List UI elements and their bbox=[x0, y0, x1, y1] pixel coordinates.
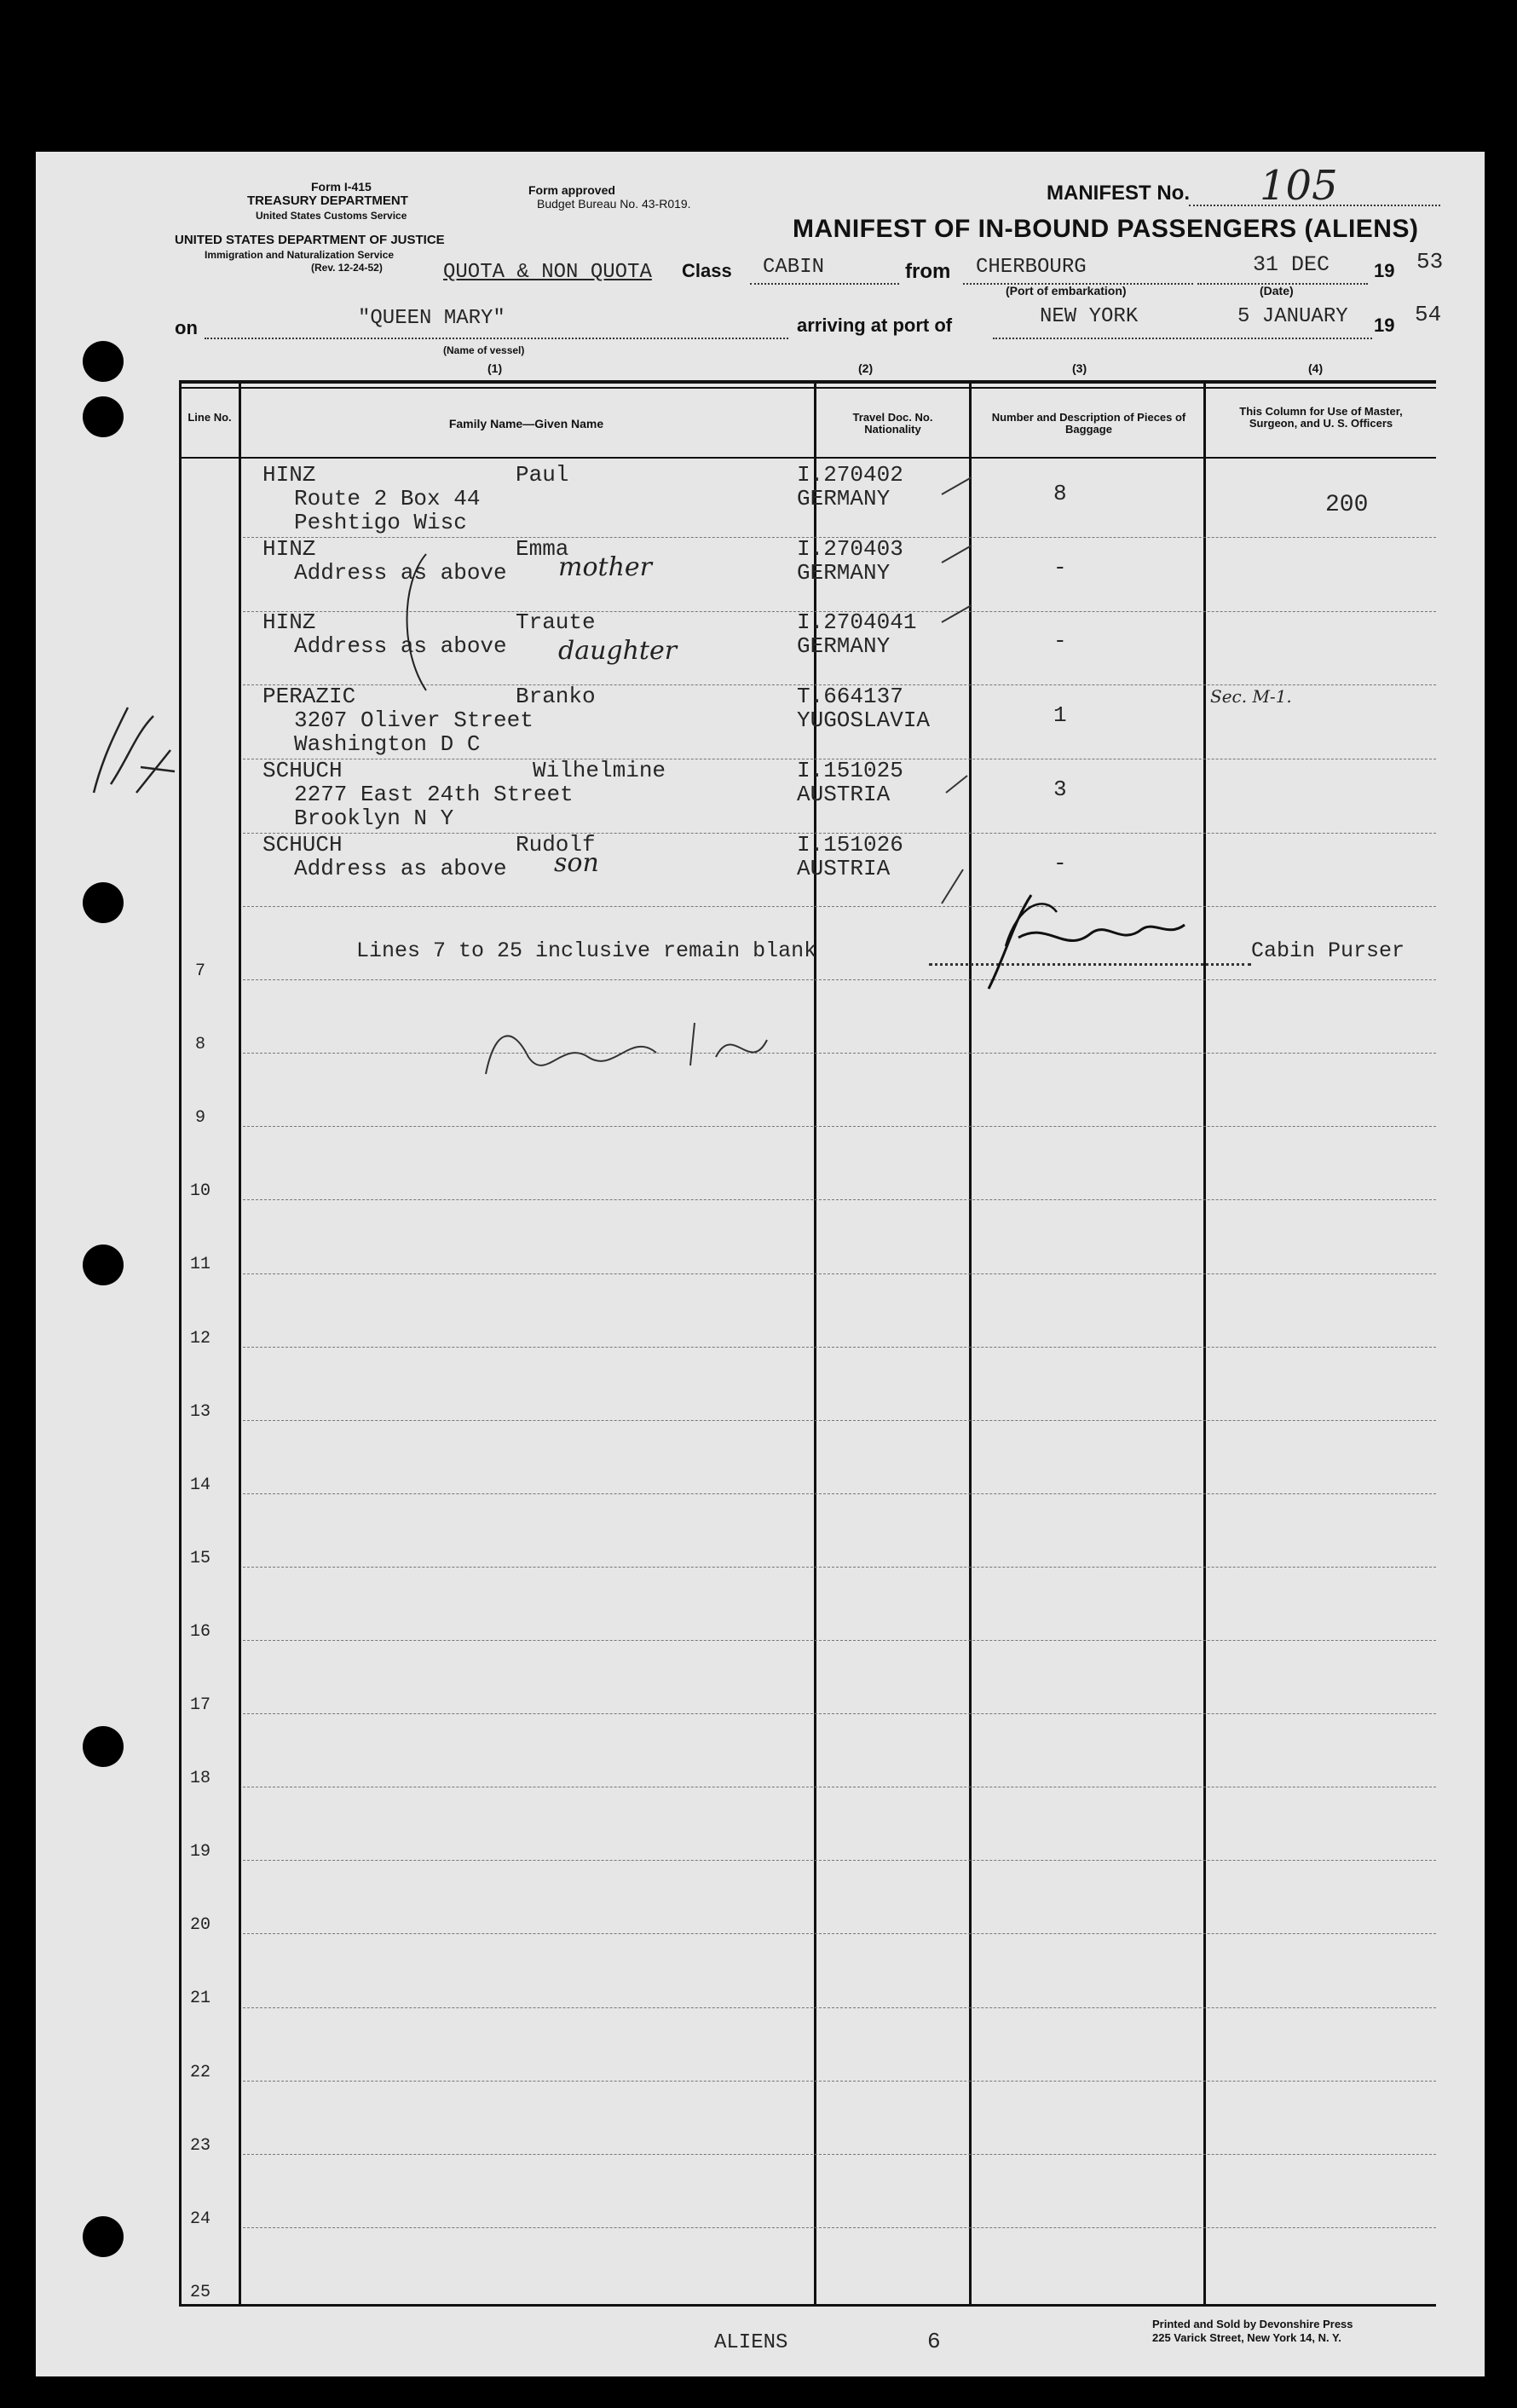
class-value: CABIN bbox=[763, 256, 825, 279]
header-name: Family Name—Given Name bbox=[448, 417, 604, 430]
blank-statement: Lines 7 to 25 inclusive remain blank bbox=[356, 938, 817, 963]
col-divider-4 bbox=[1203, 380, 1206, 2307]
row-number: 15 bbox=[189, 1548, 211, 1568]
travel-doc-number: I.151025 bbox=[797, 757, 903, 783]
row-divider bbox=[243, 2007, 1436, 2008]
relationship-note: mother bbox=[558, 551, 652, 582]
row-divider bbox=[243, 979, 1436, 980]
row-divider bbox=[243, 537, 1436, 538]
margin-annotation bbox=[77, 690, 187, 810]
row-divider bbox=[243, 2154, 1436, 2155]
officer-note: Sec. M-1. bbox=[1210, 686, 1292, 707]
row-number: 11 bbox=[189, 1255, 211, 1275]
passenger-given-name: Wilhelmine bbox=[533, 757, 666, 783]
manifest-title: MANIFEST OF IN-BOUND PASSENGERS (ALIENS) bbox=[793, 215, 1419, 243]
punch-hole bbox=[83, 341, 124, 382]
customs-service: United States Customs Service bbox=[256, 210, 407, 222]
passenger-address-2: Brooklyn N Y bbox=[294, 805, 454, 831]
row-number: 24 bbox=[189, 2209, 211, 2229]
printer-line-1: Printed and Sold by Devonshire Press bbox=[1152, 2318, 1353, 2330]
passenger-family-name: HINZ bbox=[262, 609, 316, 636]
row-divider bbox=[243, 1199, 1436, 1200]
col-divider-2 bbox=[814, 380, 816, 2307]
vessel-name: "QUEEN MARY" bbox=[358, 307, 505, 330]
row-divider bbox=[243, 1493, 1436, 1494]
col-divider-1 bbox=[239, 380, 241, 2307]
form-approved: Form approved bbox=[528, 183, 615, 197]
passenger-address-1: Route 2 Box 44 bbox=[294, 486, 481, 511]
row-divider bbox=[243, 1126, 1436, 1127]
form-number: Form I-415 bbox=[311, 180, 372, 193]
footer-aliens: ALIENS bbox=[714, 2331, 788, 2354]
passenger-address-1: Address as above bbox=[294, 559, 507, 586]
table-bottom-border bbox=[179, 2304, 1436, 2307]
col-num-2: (2) bbox=[858, 361, 874, 375]
row-divider bbox=[243, 2081, 1436, 2082]
punch-hole bbox=[83, 1244, 124, 1285]
class-line bbox=[750, 283, 899, 285]
baggage-count: 1 bbox=[1053, 702, 1067, 729]
footer-page: 6 bbox=[927, 2329, 941, 2354]
row-number: 22 bbox=[189, 2062, 211, 2082]
table-header-divider bbox=[179, 457, 1436, 459]
arriving-label: arriving at port of bbox=[797, 315, 953, 336]
col-num-1: (1) bbox=[487, 361, 503, 375]
nationality: AUSTRIA bbox=[797, 781, 891, 807]
arrival-port: NEW YORK bbox=[1040, 305, 1139, 328]
baggage-count: 8 bbox=[1053, 481, 1067, 506]
arrival-date: 5 JANUARY bbox=[1237, 305, 1348, 328]
purser-signature bbox=[972, 886, 1193, 997]
passenger-family-name: SCHUCH bbox=[262, 831, 343, 858]
row-number: 19 bbox=[189, 1842, 211, 1862]
passenger-family-name: SCHUCH bbox=[262, 757, 343, 783]
col-num-3: (3) bbox=[1072, 361, 1087, 375]
passenger-given-name: Traute bbox=[516, 609, 596, 636]
row-number: 13 bbox=[189, 1401, 211, 1422]
passenger-address-1: 2277 East 24th Street bbox=[294, 781, 574, 807]
passenger-given-name: Paul bbox=[516, 462, 569, 488]
budget-bureau: Budget Bureau No. 43-R019. bbox=[537, 197, 691, 211]
row-divider bbox=[243, 1640, 1436, 1641]
row-divider bbox=[243, 833, 1436, 834]
travel-doc-number: I.2704041 bbox=[797, 609, 917, 636]
travel-doc-number: T.664137 bbox=[797, 684, 903, 710]
baggage-count: 3 bbox=[1053, 776, 1067, 802]
row-divider bbox=[243, 1860, 1436, 1861]
on-label: on bbox=[175, 317, 198, 338]
row-number: 8 bbox=[194, 1035, 205, 1055]
header-line-no: Line No. bbox=[187, 411, 232, 424]
row-divider bbox=[243, 1273, 1436, 1274]
row-number: 25 bbox=[189, 2282, 211, 2302]
signer-title: Cabin Purser bbox=[1251, 938, 1405, 963]
manifest-number: 105 bbox=[1260, 162, 1338, 210]
punch-hole bbox=[83, 882, 124, 923]
row-number: 12 bbox=[189, 1328, 211, 1348]
departure-date: 31 DEC bbox=[1253, 252, 1330, 277]
passenger-family-name: HINZ bbox=[262, 535, 316, 562]
row-divider bbox=[243, 1567, 1436, 1568]
row-divider bbox=[243, 1713, 1436, 1714]
row-divider bbox=[243, 2227, 1436, 2228]
travel-doc-number: I.270403 bbox=[797, 535, 903, 562]
header-travel-doc: Travel Doc. No. Nationality bbox=[852, 411, 933, 436]
row-number: 23 bbox=[189, 2135, 211, 2156]
from-label: from bbox=[905, 260, 951, 283]
nationality: AUSTRIA bbox=[797, 855, 891, 881]
row-number: 14 bbox=[189, 1475, 211, 1495]
passenger-given-name: Emma bbox=[516, 535, 569, 562]
row-divider bbox=[243, 1420, 1436, 1421]
col-num-4: (4) bbox=[1308, 361, 1324, 375]
relationship-note: son bbox=[554, 847, 599, 878]
table-top-border bbox=[179, 380, 1436, 384]
quota-type: QUOTA & NON QUOTA bbox=[443, 261, 652, 284]
row-divider bbox=[243, 906, 1436, 907]
nationality: GERMANY bbox=[797, 633, 891, 660]
row-number: 21 bbox=[189, 1989, 211, 2009]
row-number: 7 bbox=[194, 961, 205, 981]
checkmarks bbox=[937, 460, 989, 921]
passenger-family-name: HINZ bbox=[262, 462, 316, 488]
nationality: GERMANY bbox=[797, 486, 891, 511]
header-officers: This Column for Use of Master, Surgeon, and U. S. Officers bbox=[1239, 405, 1403, 430]
treasury-dept: TREASURY DEPARTMENT bbox=[247, 193, 408, 208]
passenger-given-name: Branko bbox=[516, 684, 596, 710]
row-number: 9 bbox=[194, 1108, 205, 1129]
passenger-family-name: PERAZIC bbox=[262, 684, 356, 710]
officer-note: 200 bbox=[1325, 492, 1369, 518]
port-embarkation: CHERBOURG bbox=[976, 256, 1087, 279]
relationship-note: daughter bbox=[558, 636, 678, 667]
punch-hole bbox=[83, 2216, 124, 2257]
nationality: GERMANY bbox=[797, 559, 891, 586]
header-baggage: Number and Description of Pieces of Baggage bbox=[991, 411, 1186, 436]
arrival-year: 54 bbox=[1415, 302, 1442, 327]
baggage-count: - bbox=[1053, 850, 1067, 876]
row-number: 17 bbox=[189, 1695, 211, 1715]
passenger-address-2: Washington D C bbox=[294, 731, 481, 758]
manifest-no-label: MANIFEST No. bbox=[1047, 182, 1190, 205]
baggage-count: - bbox=[1053, 554, 1067, 580]
row-number: 16 bbox=[189, 1621, 211, 1642]
bracket-mark bbox=[392, 550, 460, 695]
row-divider bbox=[243, 1933, 1436, 1934]
date-caption: (Date) bbox=[1260, 284, 1294, 297]
punch-hole bbox=[83, 1726, 124, 1767]
embark-caption: (Port of embarkation) bbox=[1006, 284, 1127, 297]
travel-doc-number: I.270402 bbox=[797, 462, 903, 488]
row-divider bbox=[243, 1347, 1436, 1348]
manifest-page bbox=[36, 152, 1485, 2376]
passenger-given-name: Rudolf bbox=[516, 831, 596, 858]
passenger-address-1: 3207 Oliver Street bbox=[294, 707, 534, 734]
row-number: 18 bbox=[189, 1769, 211, 1789]
printer-line-2: 225 Varick Street, New York 14, N. Y. bbox=[1152, 2331, 1341, 2344]
travel-doc-number: I.151026 bbox=[797, 831, 903, 858]
departure-year: 53 bbox=[1416, 249, 1444, 274]
vessel-line bbox=[205, 338, 788, 339]
dept-of-justice: UNITED STATES DEPARTMENT OF JUSTICE bbox=[175, 233, 445, 247]
ins-service: Immigration and Naturalization Service bbox=[205, 249, 395, 261]
vessel-caption: (Name of vessel) bbox=[443, 344, 525, 356]
passenger-address-2: Peshtigo Wisc bbox=[294, 510, 467, 535]
handwritten-annotation bbox=[477, 1006, 835, 1100]
row-number: 20 bbox=[189, 1915, 211, 1936]
arrival-line bbox=[993, 338, 1372, 339]
punch-hole bbox=[83, 396, 124, 437]
nationality: YUGOSLAVIA bbox=[797, 707, 931, 734]
year-prefix-dep: 19 bbox=[1374, 260, 1395, 281]
row-divider bbox=[243, 1053, 1436, 1054]
table-top-border-2 bbox=[179, 387, 1436, 389]
baggage-count: - bbox=[1053, 628, 1067, 655]
revision-date: (Rev. 12-24-52) bbox=[311, 262, 383, 274]
class-label: Class bbox=[682, 260, 732, 281]
passenger-address-1: Address as above bbox=[294, 855, 507, 881]
year-prefix-arr: 19 bbox=[1374, 315, 1395, 336]
passenger-address-1: Address as above bbox=[294, 633, 507, 660]
row-number: 10 bbox=[189, 1181, 211, 1202]
